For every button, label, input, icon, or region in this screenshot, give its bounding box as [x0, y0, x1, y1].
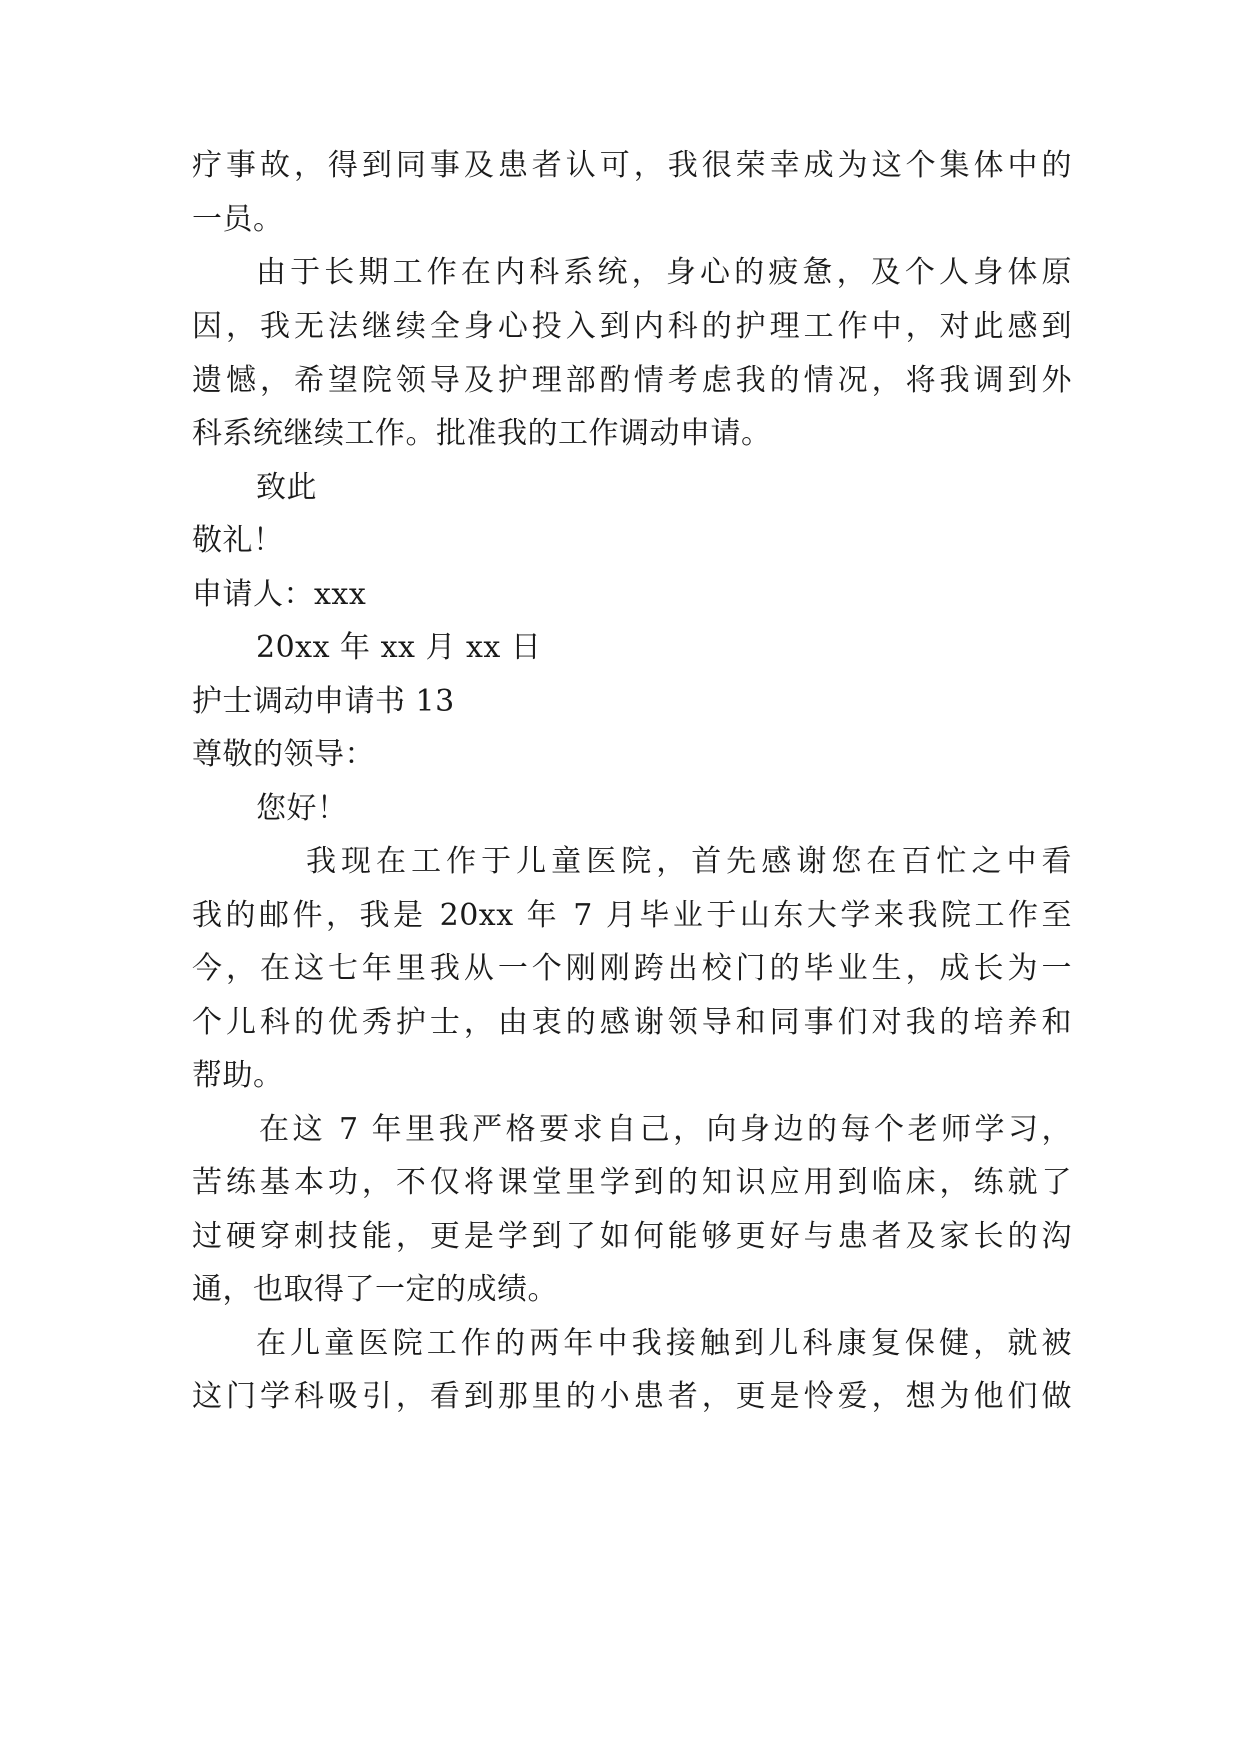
applicant-line: 申请人：xxx — [192, 577, 367, 612]
text-line: 过硬穿刺技能，更是学到了如何能够更好与患者及家长的沟 — [192, 1219, 1072, 1254]
text-line: 在儿童医院工作的两年中我接触到儿科康复保健，就被 — [256, 1326, 1072, 1361]
text-line: 疗事故，得到同事及患者认可，我很荣幸成为这个集体中的 — [192, 148, 1072, 183]
text-line: 苦练基本功，不仅将课堂里学到的知识应用到临床，练就了 — [192, 1165, 1072, 1200]
text-line: 个儿科的优秀护士，由衷的感谢领导和同事们对我的培养和 — [192, 1005, 1072, 1040]
text-line: 今，在这七年里我从一个刚刚跨出校门的毕业生，成长为一 — [192, 951, 1072, 986]
salutation-line: 敬礼！ — [192, 523, 284, 558]
greeting-line: 您好！ — [256, 791, 348, 826]
text-line: 我现在工作于儿童医院，首先感谢您在百忙之中看 — [306, 844, 1072, 879]
text-line: 一员。 — [192, 202, 284, 237]
text-line: 由于长期工作在内科系统，身心的疲惫，及个人身体原 — [256, 255, 1072, 290]
text-line: 帮助。 — [192, 1058, 284, 1093]
text-line: 在这 7 年里我严格要求自己，向身边的每个老师学习， — [259, 1112, 1072, 1147]
text-line: 因，我无法继续全身心投入到内科的护理工作中，对此感到 — [192, 309, 1072, 344]
closing-line: 致此 — [256, 470, 317, 505]
text-line: 通，也取得了一定的成绩。 — [192, 1272, 558, 1307]
text-line: 遗憾，希望院领导及护理部酌情考虑我的情况，将我调到外 — [192, 363, 1072, 398]
text-line: 这门学科吸引，看到那里的小患者，更是怜爱，想为他们做 — [192, 1379, 1072, 1414]
text-line: 科系统继续工作。批准我的工作调动申请。 — [192, 416, 772, 451]
greeting-line: 尊敬的领导： — [192, 737, 375, 772]
date-line: 20xx 年 xx 月 xx 日 — [256, 630, 542, 665]
section-title: 护士调动申请书 13 — [192, 684, 455, 719]
text-line: 我的邮件，我是 20xx 年 7 月毕业于山东大学来我院工作至 — [192, 898, 1072, 933]
